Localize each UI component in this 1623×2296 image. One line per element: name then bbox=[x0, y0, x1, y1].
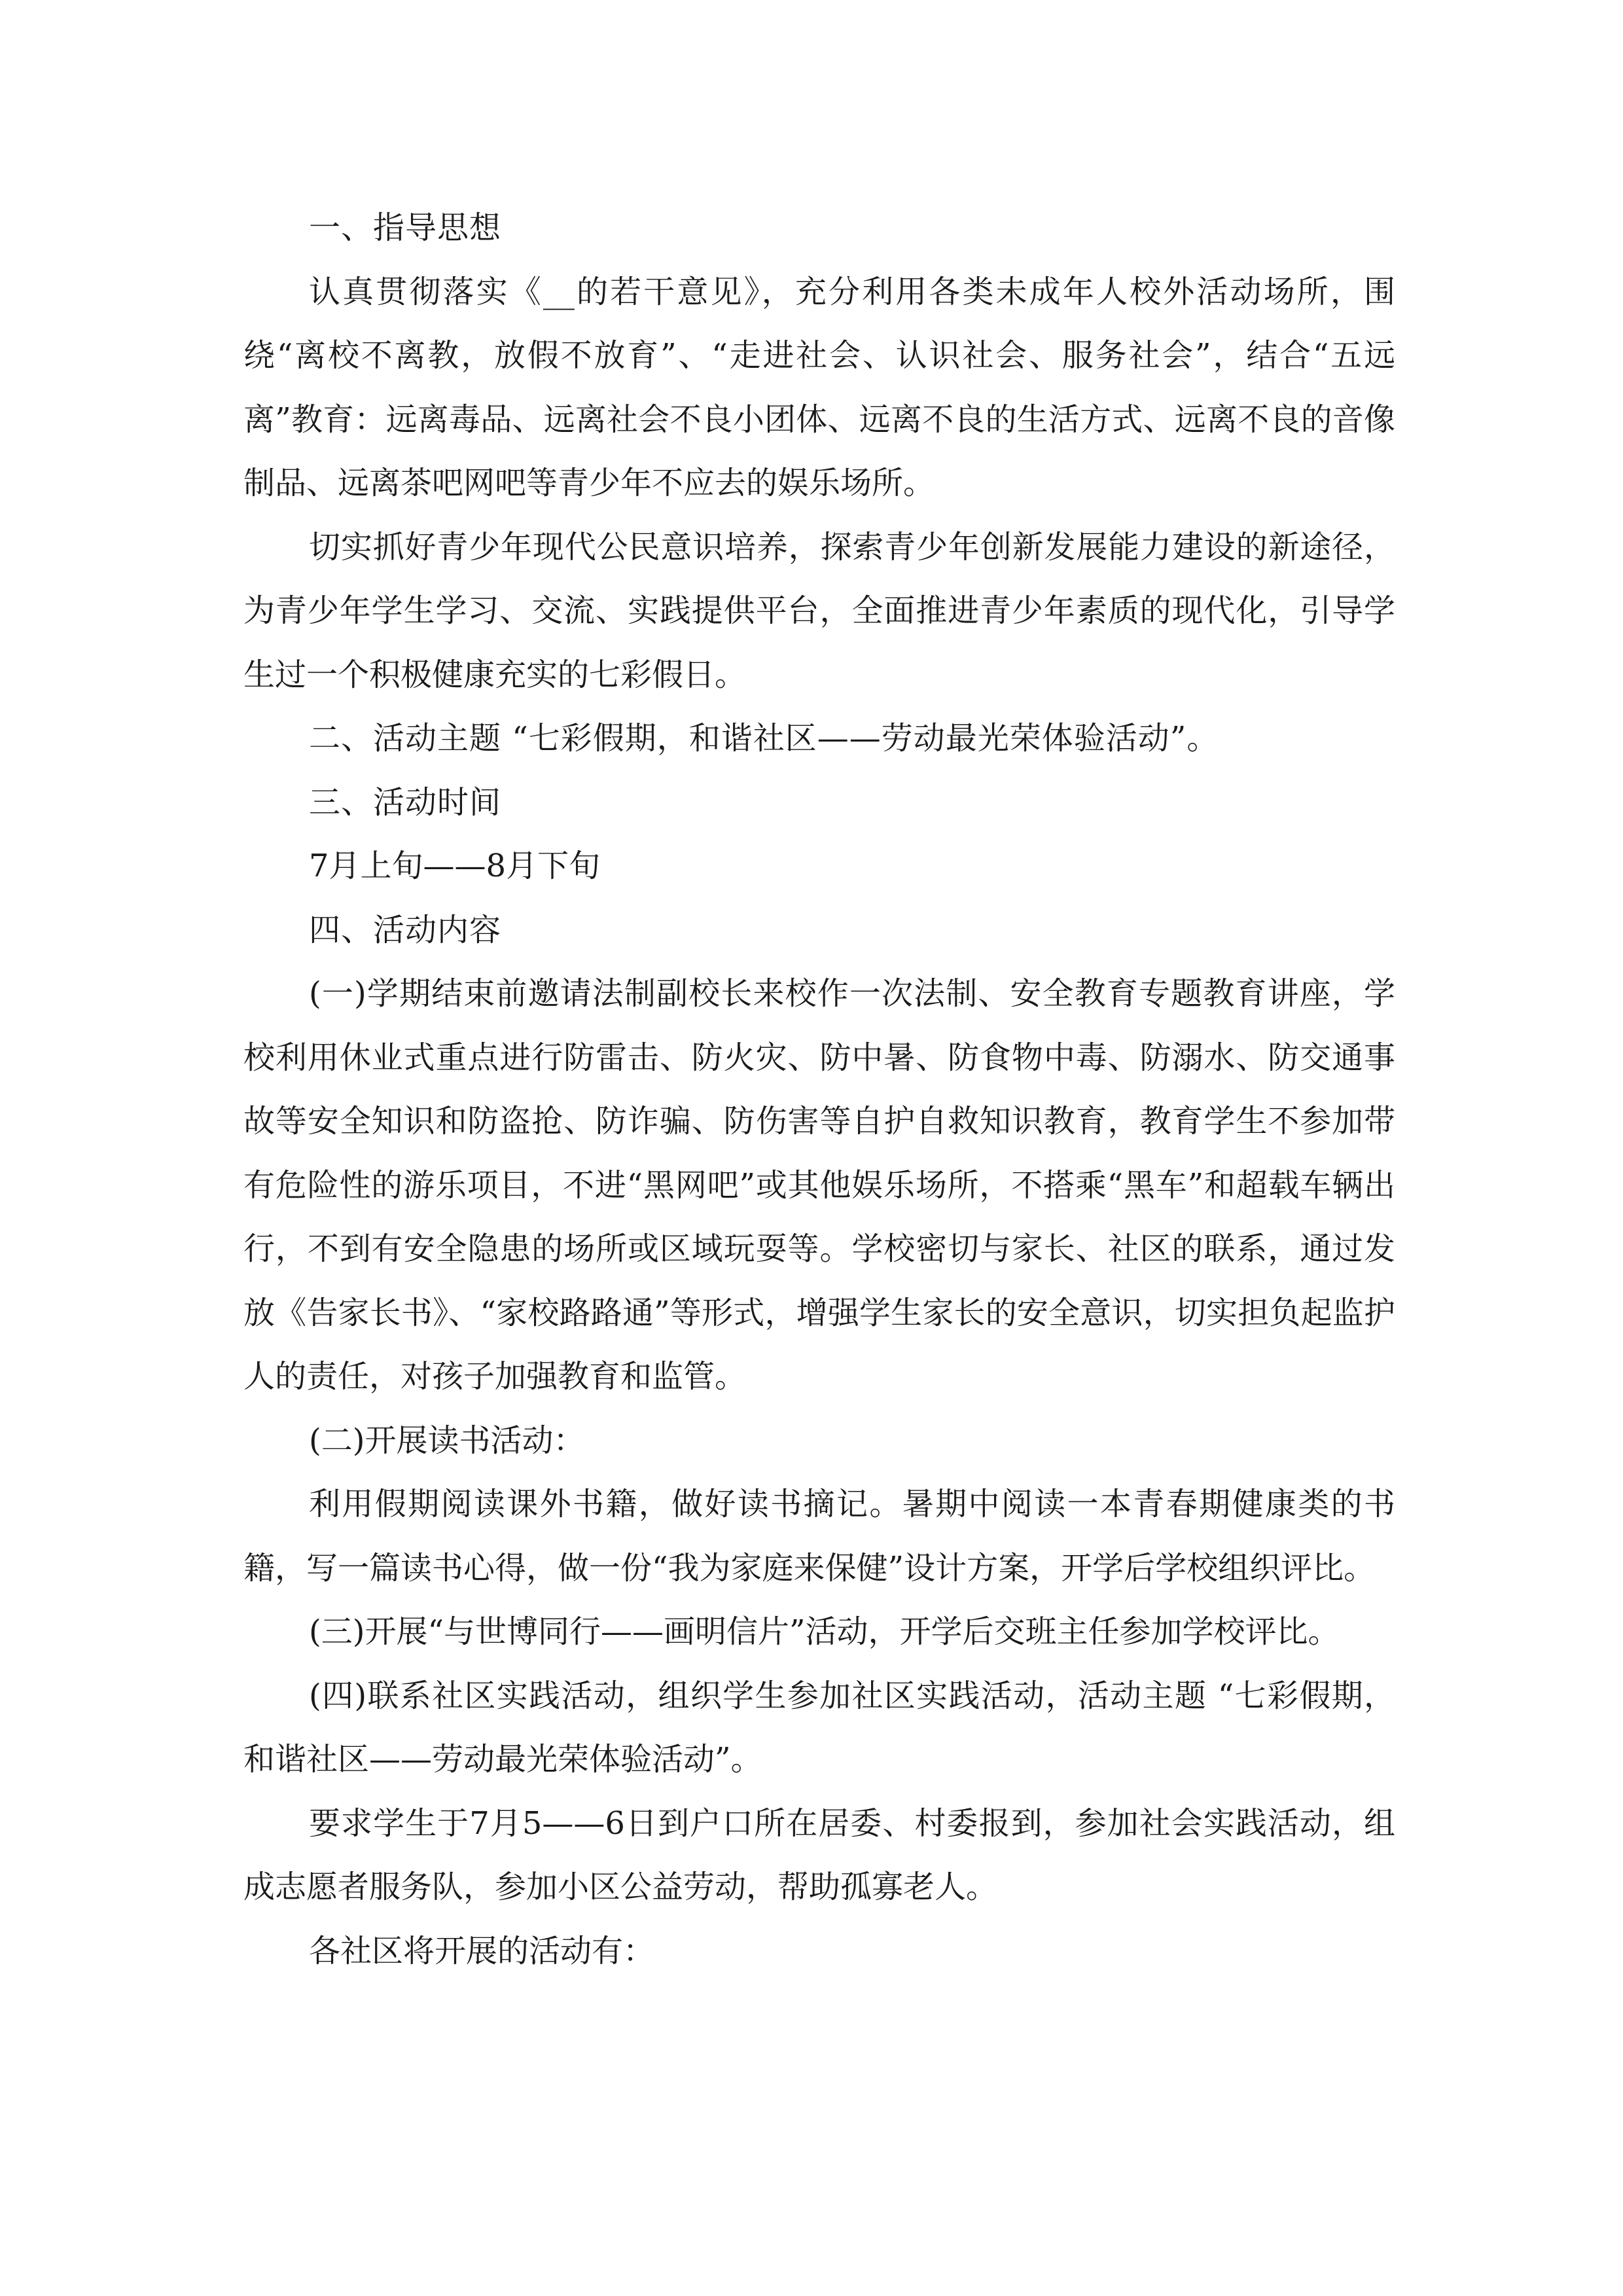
paragraph-reading-activity-title: (二)开展读书活动： bbox=[309, 1422, 585, 1459]
section-heading-guiding-ideology: 一、指导思想 bbox=[309, 209, 502, 246]
paragraph-student-requirements: 要求学生于7月5——6日到户口所在居委、村委报到，参加社会实践活动，组成志愿者服务队，参加小区公益劳动，帮助孤寡老人。 bbox=[243, 1804, 1395, 1905]
paragraph-guiding-ideology: 认真贯彻落实《__的若干意见》，充分利用各类未成年人校外活动场所，围绕“离校不离教，放假不放育”、“走进社会、认识社会、服务社会”，结合“五远离”教育：远离毒品、远离社会不良小团体、远离不良的生活方式、远离不良的音像制品、远离茶吧网吧等青少年不应去的娱乐场所。 bbox=[243, 273, 1395, 501]
paragraph-expo-postcard: (三)开展“与世博同行——画明信片”活动，开学后交班主任参加学校评比。 bbox=[309, 1613, 1340, 1650]
paragraph-activity-time: 7月上旬——8月下旬 bbox=[309, 848, 601, 884]
paragraph-reading-activity: 利用假期阅读课外书籍，做好读书摘记。暑期中阅读一本青春期健康类的书籍，写一篇读书心得，做一份“我为家庭来保健”设计方案，开学后学校组织评比。 bbox=[243, 1486, 1395, 1587]
paragraph-civic-awareness: 切实抓好青少年现代公民意识培养，探索青少年创新发展能力建设的新途径，为青少年学生学习、交流、实践提供平台，全面推进青少年素质的现代化，引导学生过一个积极健康充实的七彩假日。 bbox=[243, 528, 1395, 693]
paragraph-safety-education: (一)学期结束前邀请法制副校长来校作一次法制、安全教育专题教育讲座，学校利用休业式重点进行防雷击、防火灾、防中暑、防食物中毒、防溺水、防交通事故等安全知识和防盗抢、防诈骗、防伤害等自护自救知识教育，教育学生不参加带有危险性的游乐项目，不进“黑网吧”或其他娱乐场所，不搭乘“黑车”和超载车辆出行，不到有安全隐患的场所或区域玩耍等。学校密切与家长、社区的联系，通过发放《告家长书》、“家校路路通”等形式，增强学生家长的安全意识，切实担负起监护人的责任，对孩子加强教育和监管。 bbox=[243, 975, 1395, 1395]
section-heading-activity-time: 三、活动时间 bbox=[309, 783, 502, 821]
section-heading-activity-theme: 二、活动主题 “七彩假期，和谐社区——劳动最光荣体验活动”。 bbox=[309, 720, 1219, 757]
paragraph-community-activities: 各社区将开展的活动有： bbox=[309, 1932, 655, 1969]
section-heading-activity-content: 四、活动内容 bbox=[309, 911, 502, 948]
document-body bbox=[243, 196, 1395, 1983]
paragraph-community-practice: (四)联系社区实践活动，组织学生参加社区实践活动，活动主题 “七彩假期，和谐社区——劳动最光荣体验活动”。 bbox=[243, 1677, 1395, 1778]
